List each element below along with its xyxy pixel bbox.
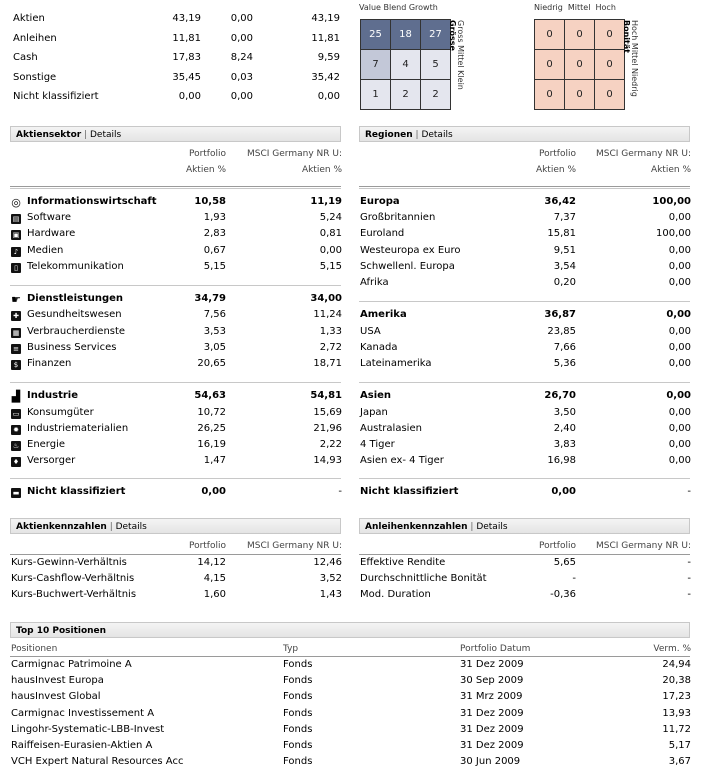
row-value-benchmark: 0,00 [668,212,691,224]
asset-value-long: 35,45 [172,71,201,83]
aktiensektor-unit-benchmark: Aktien % [301,165,342,175]
flame-icon: ♨ [12,442,20,450]
position-date: 31 Dez 2009 [460,723,524,735]
bondbox-cell: 0 [565,50,594,79]
group-value-benchmark: 54,81 [310,390,342,402]
row-value-benchmark: 0,00 [668,439,691,450]
ratio-value-portfolio: 1,60 [203,589,226,601]
stylebox-top-label: Value Blend Growth [359,3,438,12]
stylebox-cell: 18 [391,20,420,49]
row-value-portfolio: 0,67 [203,244,226,256]
top10-col-positionen: Positionen [11,644,58,654]
ratio-value-benchmark: - [687,589,691,601]
position-date: 31 Mrz 2009 [460,691,523,703]
group-divider [10,188,341,189]
group-value-portfolio: 10,58 [194,196,226,207]
asset-value-short: 0,03 [230,71,253,83]
group-value-portfolio: 26,70 [544,390,576,402]
group-divider [10,382,341,383]
row-name: Großbritannien [360,212,436,224]
group-divider [359,301,690,302]
row-value-portfolio: 23,85 [547,325,576,337]
table-row[interactable] [10,674,690,689]
bondbox-cell: 0 [595,80,624,109]
asset-value-long: 0,00 [178,91,201,102]
details-link[interactable]: Details [90,130,122,140]
row-value-benchmark: 5,24 [319,212,342,224]
row-name: Japan [360,406,388,418]
group-value-portfolio: 34,79 [194,293,226,305]
regionen-top-rule [359,186,690,187]
top10-col-verm: Verm. % [653,644,691,654]
stylebox-cell: 5 [421,50,450,79]
row-value-portfolio: 0,20 [553,277,576,288]
bondbox-side-title: Bonität [622,20,631,54]
document-icon: ≡ [11,344,21,354]
group-value-benchmark: 0,00 [666,390,691,402]
row-name: Hardware [27,228,76,240]
row-name: USA [360,325,381,337]
section-title: Aktienkennzahlen [16,522,107,532]
gear-icon: ✹ [11,425,21,435]
group-value-portfolio: 54,63 [194,390,226,402]
row-value-benchmark: 0,00 [668,406,691,418]
position-name: Raiffeisen-Eurasien-Aktien A [11,740,153,751]
position-name: Lingohr-Systematic-LBB-Invest [11,723,165,735]
row-name: Australasien [360,422,422,434]
row-value-benchmark: 0,00 [668,277,691,288]
table-row[interactable] [10,690,690,705]
row-value-portfolio: 2,83 [203,228,226,240]
separator: | [81,130,90,140]
row-value-benchmark: 14,93 [313,455,342,467]
car-icon: ▭ [12,409,20,418]
aktiensektor-unit-portfolio: Aktien % [185,165,226,175]
aktiensektor-header [10,126,341,142]
bondbox-cell: 0 [535,20,564,49]
row-name: Kanada [360,341,398,353]
row-value-benchmark: 0,81 [319,228,342,240]
row-value-benchmark: 21,96 [313,422,342,434]
asset-row-label: Anleihen [13,32,57,44]
regionen-unit-benchmark: Aktien % [650,165,691,175]
not-classified-icon: ▬ [12,489,20,497]
stylebox-cell: 2 [391,80,420,109]
stylebox-side-title: Grösse [448,20,457,51]
row-value-portfolio: 7,66 [553,341,576,353]
group-name: Informationswirtschaft [27,196,157,207]
regionen-col-benchmark: MSCI Germany NR U: [596,149,691,159]
row-value-benchmark: 0,00 [668,422,691,434]
row-value-benchmark: 11,24 [313,309,342,321]
row-value-benchmark: 0,00 [668,455,691,467]
ratio-value-portfolio: -0,36 [550,589,576,601]
group-value-benchmark: 11,19 [310,196,342,207]
row-name: 4 Tiger [360,439,395,450]
row-value-portfolio: 20,65 [197,358,226,369]
bulb-icon: ♦ [12,458,20,467]
stylebox-cell: 27 [421,20,450,49]
details-link[interactable]: Details [476,522,508,532]
group-name: Industrie [27,390,78,402]
row-value-portfolio: 2,40 [553,422,576,434]
section-title: Anleihenkennzahlen [365,522,468,532]
row-value-portfolio: 7,37 [553,212,576,224]
stylebox-cell: 7 [361,50,390,79]
position-weight: 17,23 [662,691,691,703]
row-value-benchmark: 0,00 [668,325,691,337]
position-weight: 20,38 [662,675,691,687]
group-value-portfolio: 36,87 [544,309,576,321]
regionen-header [359,126,690,142]
asset-row-label: Nicht klassifiziert [13,91,99,102]
row-value-portfolio: 3,83 [553,439,576,450]
eye-icon: ◎ [11,196,21,209]
cart-icon: ▦ [12,328,20,337]
position-name: hausInvest Global [11,691,101,703]
kennzahlen-rule [359,554,690,555]
hand-icon: ☛ [11,293,21,307]
row-value-benchmark: 18,71 [313,358,342,369]
top10-col-datum: Portfolio Datum [460,644,531,654]
row-value-portfolio: 26,25 [197,422,226,434]
stylebox-cell: 4 [391,50,420,79]
row-name: Lateinamerika [360,358,432,369]
ratio-value-benchmark: 12,46 [313,557,342,568]
position-type: Fonds [283,659,313,670]
kennzahlen-col-benchmark: MSCI Germany NR U: [596,541,691,551]
asset-value-net: 9,59 [317,52,340,63]
ratio-value-benchmark: - [687,573,691,585]
bondbox-cell: 0 [535,80,564,109]
aktienkennzahlen-header [10,518,341,534]
position-type: Fonds [283,740,313,751]
row-value-portfolio: 5,36 [553,358,576,369]
row-name: Schwellenl. Europa [360,260,455,272]
ratio-value-benchmark: - [687,557,691,568]
asset-row-label: Cash [13,52,38,63]
row-value-portfolio: 3,50 [553,406,576,418]
stylebox-cell: 1 [361,80,390,109]
aktiensektor-col-portfolio: Portfolio [188,149,226,159]
media-icon: ♪ [11,247,21,257]
group-divider [359,382,690,383]
row-name: Afrika [360,277,389,288]
row-value-benchmark: 5,15 [319,260,342,272]
asset-value-net: 43,19 [311,13,340,24]
hardware-icon: ▣ [12,231,20,240]
row-value-benchmark: 0,00 [319,244,342,256]
row-value-benchmark: 2,72 [319,341,342,353]
regionen-unit-portfolio: Aktien % [535,165,576,175]
regionen-col-portfolio: Portfolio [538,149,576,159]
row-value-portfolio: 16,98 [547,455,576,467]
ratio-name: Kurs-Cashflow-Verhältnis [11,573,135,585]
row-value-benchmark: 0,00 [668,358,691,369]
row-name: Medien [27,244,64,256]
row-value-benchmark: 0,00 [668,341,691,353]
ratio-name: Kurs-Gewinn-Verhältnis [11,557,127,568]
row-value-portfolio: 15,81 [547,228,576,240]
row-name: Energie [27,439,66,450]
phone-icon: ▯ [11,263,21,273]
health-icon: ✚ [11,311,21,321]
row-name: Software [27,212,72,224]
group-name: Nicht klassifiziert [360,486,459,497]
section-title: Top 10 Positionen [16,626,107,636]
group-name: Asien [360,390,392,402]
asset-value-short: 0,00 [230,32,253,44]
row-name: Verbraucherdienste [27,325,126,337]
group-name: Dienstleistungen [27,293,124,305]
bondbox-cell: 0 [595,20,624,49]
row-value-portfolio: 16,19 [197,439,226,450]
ratio-value-benchmark: 3,52 [319,573,342,585]
row-value-benchmark: 0,00 [668,260,691,272]
section-title: Aktiensektor [16,130,82,140]
row-value-benchmark: 0,00 [668,244,691,256]
bondbox-cell: 0 [565,20,594,49]
position-date: 30 Jun 2009 [460,756,521,768]
aktiensektor-top-rule [10,186,341,187]
group-divider [359,188,690,189]
asset-row-label: Sonstige [13,71,57,83]
row-name: Asien ex- 4 Tiger [360,455,444,467]
row-name: Industriematerialien [27,422,129,434]
position-name: hausInvest Europa [11,675,104,687]
position-weight: 3,67 [668,756,691,768]
row-value-portfolio: 10,72 [197,406,226,418]
row-value-portfolio: 3,05 [203,341,226,353]
row-value-portfolio: 5,15 [203,260,226,272]
position-weight: 24,94 [662,659,691,670]
dollar-icon: $ [11,360,21,370]
row-name: Versorger [27,455,76,467]
row-name: Westeuropa ex Euro [360,244,461,256]
group-name: Nicht klassifiziert [27,486,126,497]
asset-row-label: Aktien [13,13,45,24]
fixed-income-style-box [534,19,625,110]
row-name: Konsumgüter [27,406,94,418]
ratio-value-portfolio: 4,15 [203,573,226,585]
position-date: 31 Dez 2009 [460,707,524,719]
row-value-benchmark: 2,22 [319,439,342,450]
position-name: Carmignac Investissement A [11,707,155,719]
position-weight: 13,93 [662,707,691,719]
bondbox-top-label: Niedrig Mittel Hoch [534,3,616,12]
row-name: Euroland [360,228,405,240]
row-value-portfolio: 3,54 [553,260,576,272]
ratio-name: Kurs-Buchwert-Verhältnis [11,589,137,601]
group-name: Amerika [360,309,407,321]
group-value-benchmark: - [687,486,691,497]
group-value-portfolio: 36,42 [544,196,576,207]
separator: | [106,522,116,532]
position-name: Carmignac Patrimoine A [11,659,132,670]
row-value-portfolio: 9,51 [553,244,576,256]
separator: | [467,522,477,532]
position-type: Fonds [283,675,313,687]
group-name: Europa [360,196,400,207]
stylebox-side-labels: Gross Mittel Klein [456,20,465,90]
position-date: 30 Sep 2009 [460,675,524,687]
asset-value-short: 8,24 [230,52,253,63]
position-type: Fonds [283,707,313,719]
ratio-value-portfolio: 14,12 [197,557,226,568]
group-value-benchmark: 34,00 [310,293,342,305]
bondbox-cell: 0 [565,80,594,109]
software-icon: ▤ [12,215,20,224]
section-title: Regionen [365,130,413,140]
stylebox-cell: 25 [361,20,390,49]
kennzahlen-col-portfolio: Portfolio [188,541,226,551]
row-value-portfolio: 7,56 [203,309,226,321]
position-date: 31 Dez 2009 [460,740,524,751]
asset-value-long: 11,81 [172,32,201,44]
ratio-value-benchmark: 1,43 [319,589,342,601]
group-divider [10,285,341,286]
row-name: Telekommunikation [27,260,124,272]
row-value-benchmark: 1,33 [319,325,342,337]
bondbox-cell: 0 [595,50,624,79]
ratio-name: Mod. Duration [360,589,431,601]
top10-col-typ: Typ [283,644,299,654]
group-divider [359,478,690,479]
asset-value-net: 11,81 [311,32,340,44]
factory-icon: ▟ [11,390,21,404]
separator: | [412,130,422,140]
row-value-benchmark: 15,69 [313,406,342,418]
ratio-name: Durchschnittliche Bonität [360,573,487,585]
asset-value-short: 0,00 [230,13,253,24]
top10-header [10,622,690,638]
position-type: Fonds [283,756,313,768]
group-value-benchmark: - [338,486,342,497]
asset-value-short: 0,00 [230,91,253,102]
equity-style-box [360,19,451,110]
kennzahlen-col-benchmark: MSCI Germany NR U: [247,541,342,551]
row-value-portfolio: 3,53 [203,325,226,337]
bondbox-cell: 0 [535,50,564,79]
row-name: Business Services [27,341,117,353]
top10-rule [10,656,690,657]
position-type: Fonds [283,723,313,735]
kennzahlen-col-portfolio: Portfolio [538,541,576,551]
ratio-value-portfolio: - [572,573,576,585]
group-value-benchmark: 100,00 [652,196,691,207]
kennzahlen-rule [10,554,341,555]
asset-value-long: 43,19 [172,13,201,24]
position-name: VCH Expert Natural Resources Acc [11,756,184,768]
group-value-benchmark: 0,00 [666,309,691,321]
details-link[interactable]: Details [421,130,453,140]
row-name: Gesundheitswesen [27,309,122,321]
group-value-portfolio: 0,00 [201,486,226,497]
stylebox-cell: 2 [421,80,450,109]
group-divider [10,478,341,479]
bondbox-side-labels: Hoch Mittel Niedrig [630,20,639,97]
asset-value-net: 0,00 [317,91,340,102]
ratio-value-portfolio: 5,65 [553,557,576,568]
ratio-name: Effektive Rendite [360,557,446,568]
anleihenkennzahlen-header [359,518,690,534]
row-value-benchmark: 100,00 [656,228,691,240]
group-value-portfolio: 0,00 [551,486,576,497]
position-date: 31 Dez 2009 [460,659,524,670]
details-link[interactable]: Details [115,522,147,532]
asset-value-net: 35,42 [311,71,340,83]
position-weight: 11,72 [662,723,691,735]
row-name: Finanzen [27,358,72,369]
aktiensektor-col-benchmark: MSCI Germany NR U: [247,149,342,159]
position-weight: 5,17 [668,740,691,751]
asset-value-long: 17,83 [172,52,201,63]
row-value-portfolio: 1,93 [203,212,226,224]
position-type: Fonds [283,691,313,703]
row-value-portfolio: 1,47 [203,455,226,467]
